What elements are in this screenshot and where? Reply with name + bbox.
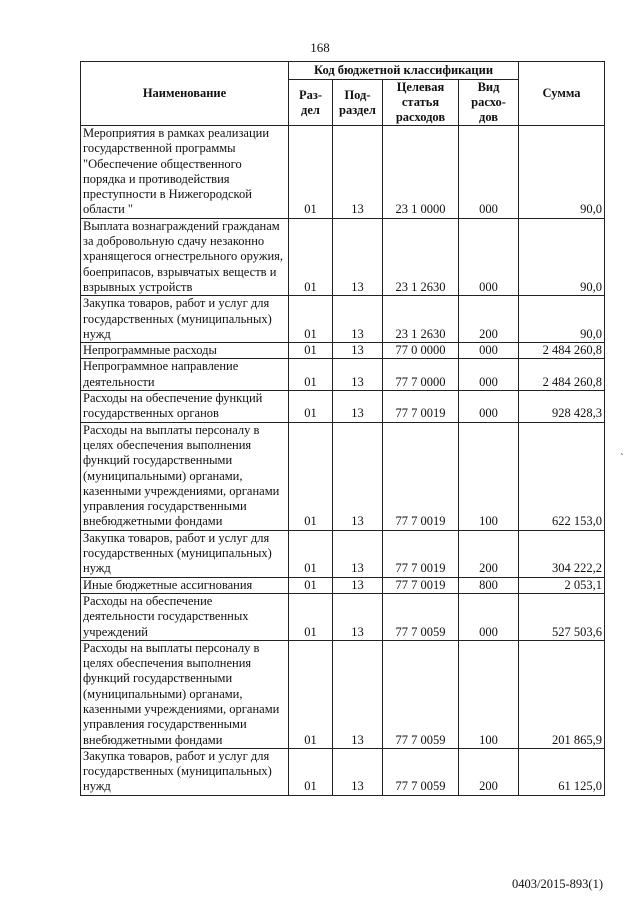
row-name: Закупка товаров, работ и услуг для государственных (муниципальных) нужд	[81, 530, 289, 577]
row-sum: 90,0	[519, 126, 605, 219]
header-razdel	[289, 80, 333, 126]
table-row	[81, 530, 605, 577]
table-body	[81, 126, 605, 796]
row-podrazdel: 13	[333, 577, 383, 593]
row-target: 77 7 0059	[383, 593, 459, 640]
row-podrazdel: 13	[333, 748, 383, 795]
header-sum: Сумма	[519, 62, 605, 126]
row-target: 77 7 0059	[383, 640, 459, 748]
row-sum: 90,0	[519, 218, 605, 295]
row-name: Закупка товаров, работ и услуг для государственных (муниципальных) нужд	[81, 748, 289, 795]
row-target: 23 1 0000	[383, 126, 459, 219]
row-name: Мероприятия в рамках реализации государственной программы "Обеспечение общественного порядка и противодействия преступности в Нижегородской области "	[81, 126, 289, 219]
row-sum: 2 484 260,8	[519, 343, 605, 359]
row-name: Иные бюджетные ассигнования	[81, 577, 289, 593]
table-row	[81, 422, 605, 530]
row-target: 77 7 0059	[383, 748, 459, 795]
header-razdel-label: Раз- дел	[298, 87, 323, 117]
row-target: 77 7 0000	[383, 359, 459, 391]
row-vid: 000	[459, 391, 519, 423]
row-name: Расходы на выплаты персоналу в целях обеспечения выполнения функций государственными (муниципальными) органами, казенными учреждениями, органами управления государственными внебюджетными фондами	[81, 422, 289, 530]
row-target: 77 0 0000	[383, 343, 459, 359]
row-sum: 2 053,1	[519, 577, 605, 593]
header-classification-group: Код бюджетной классификации	[289, 62, 519, 80]
row-podrazdel: 13	[333, 359, 383, 391]
row-podrazdel: 13	[333, 391, 383, 423]
header-target	[383, 80, 459, 126]
document-number: 0403/2015-893(1)	[512, 877, 603, 891]
table-row	[81, 218, 605, 295]
row-razdel: 01	[289, 359, 333, 391]
row-target: 77 7 0019	[383, 391, 459, 423]
row-name: Выплата вознаграждений гражданам за добровольную сдачу незаконно хранящегося огнестрельного оружия, боеприпасов, взрывчатых веществ и взрывных устройств	[81, 218, 289, 295]
row-name: Непрограммные расходы	[81, 343, 289, 359]
table-row	[81, 296, 605, 343]
row-razdel: 01	[289, 577, 333, 593]
row-sum: 90,0	[519, 296, 605, 343]
table-row	[81, 577, 605, 593]
row-vid: 100	[459, 640, 519, 748]
table-header	[81, 62, 605, 126]
row-name: Расходы на обеспечение функций государственных органов	[81, 391, 289, 423]
table-row	[81, 593, 605, 640]
row-name: Расходы на обеспечение деятельности государственных учреждений	[81, 593, 289, 640]
row-podrazdel: 13	[333, 126, 383, 219]
row-vid: 200	[459, 748, 519, 795]
row-podrazdel: 13	[333, 422, 383, 530]
header-vid-label: Вид расхо- дов	[471, 80, 506, 124]
row-name: Непрограммное направление деятельности	[81, 359, 289, 391]
row-sum: 928 428,3	[519, 391, 605, 423]
row-podrazdel: 13	[333, 218, 383, 295]
row-razdel: 01	[289, 296, 333, 343]
row-name: Закупка товаров, работ и услуг для государственных (муниципальных) нужд	[81, 296, 289, 343]
table-row	[81, 343, 605, 359]
header-podrazdel-label: Под- раздел	[339, 87, 376, 117]
row-razdel: 01	[289, 748, 333, 795]
table-row	[81, 391, 605, 423]
row-razdel: 01	[289, 218, 333, 295]
header-podrazdel	[333, 80, 383, 126]
header-name: Наименование	[81, 62, 289, 126]
page-number: 168	[310, 40, 330, 55]
row-target: 77 7 0019	[383, 422, 459, 530]
row-razdel: 01	[289, 343, 333, 359]
header-target-label: Целевая статья расходов	[395, 80, 446, 124]
row-vid: 000	[459, 593, 519, 640]
row-razdel: 01	[289, 391, 333, 423]
table-row	[81, 640, 605, 748]
row-vid: 000	[459, 218, 519, 295]
row-vid: 100	[459, 422, 519, 530]
row-sum: 2 484 260,8	[519, 359, 605, 391]
stray-mark: `	[620, 452, 624, 464]
header-vid	[459, 80, 519, 126]
row-sum: 304 222,2	[519, 530, 605, 577]
row-sum: 61 125,0	[519, 748, 605, 795]
row-target: 23 1 2630	[383, 296, 459, 343]
row-razdel: 01	[289, 126, 333, 219]
row-name: Расходы на выплаты персоналу в целях обеспечения выполнения функций государственными (муниципальными) органами, казенными учреждениями, органами управления государственными внебюджетными фондами	[81, 640, 289, 748]
row-sum: 201 865,9	[519, 640, 605, 748]
row-vid: 800	[459, 577, 519, 593]
table-row	[81, 359, 605, 391]
row-razdel: 01	[289, 640, 333, 748]
budget-table	[80, 61, 605, 796]
row-target: 77 7 0019	[383, 530, 459, 577]
row-sum: 527 503,6	[519, 593, 605, 640]
row-vid: 200	[459, 530, 519, 577]
table-row	[81, 748, 605, 795]
row-sum: 622 153,0	[519, 422, 605, 530]
row-target: 23 1 2630	[383, 218, 459, 295]
row-razdel: 01	[289, 530, 333, 577]
row-razdel: 01	[289, 422, 333, 530]
row-razdel: 01	[289, 593, 333, 640]
row-vid: 000	[459, 359, 519, 391]
row-podrazdel: 13	[333, 343, 383, 359]
row-podrazdel: 13	[333, 296, 383, 343]
table-row	[81, 126, 605, 219]
row-vid: 200	[459, 296, 519, 343]
row-vid: 000	[459, 343, 519, 359]
row-podrazdel: 13	[333, 640, 383, 748]
row-podrazdel: 13	[333, 593, 383, 640]
row-vid: 000	[459, 126, 519, 219]
row-podrazdel: 13	[333, 530, 383, 577]
row-target: 77 7 0019	[383, 577, 459, 593]
